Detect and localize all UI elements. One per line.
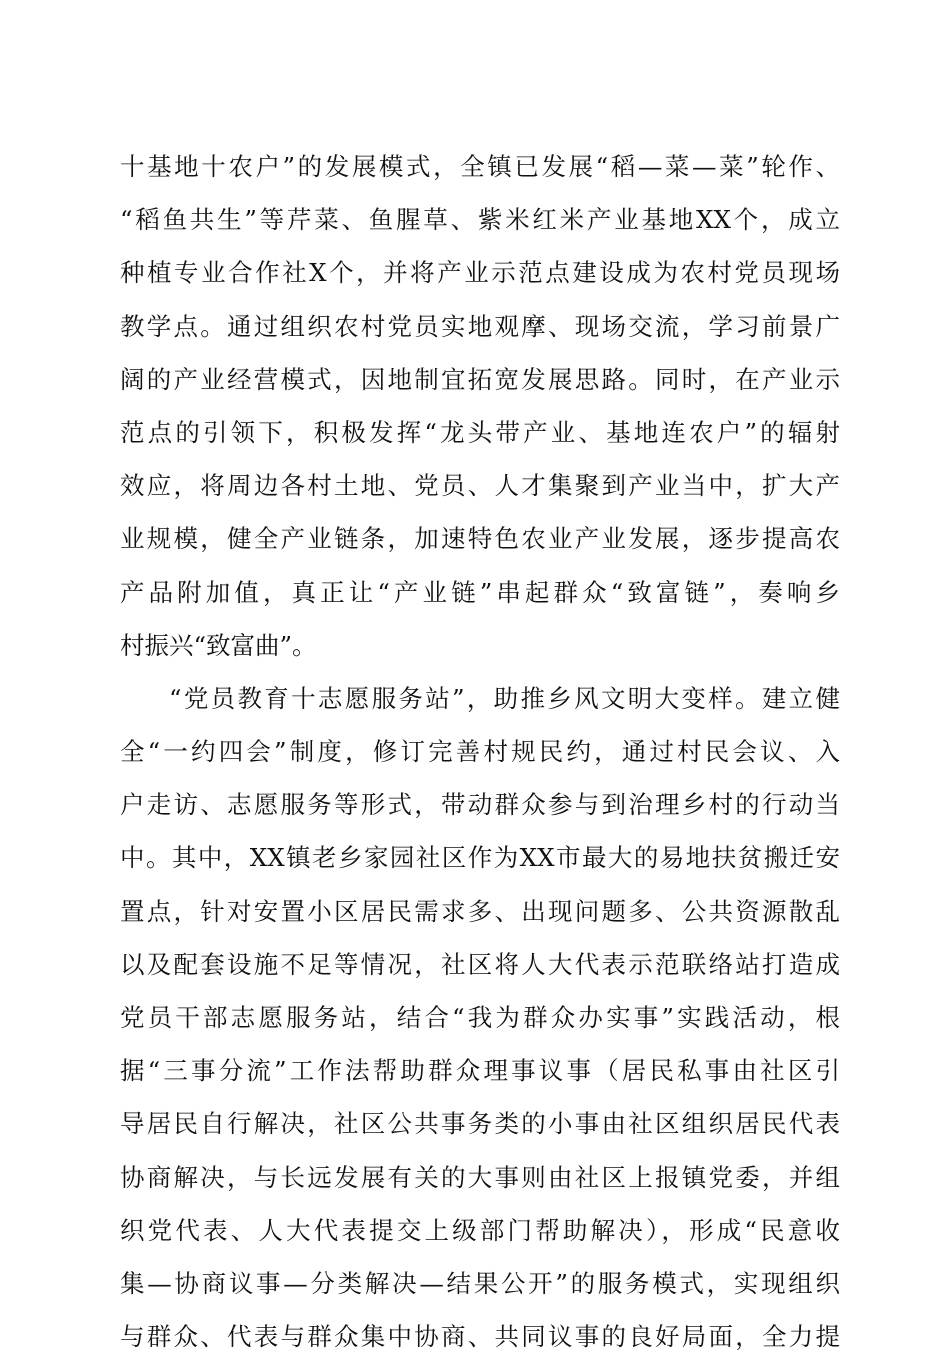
- text-line: 阔的产业经营模式，因地制宜拓宽发展思路。同时，在产业示: [120, 364, 840, 394]
- text-line: 据“三事分流”工作法帮助群众理事议事（居民私事由社区引: [120, 1056, 840, 1086]
- paragraph-volunteer-station: [120, 672, 840, 1363]
- text-line: 村振兴“致富曲”。: [120, 630, 317, 660]
- text-line: 教学点。通过组织农村党员实地观摩、现场交流，学习前景广: [120, 311, 840, 341]
- body-text: [120, 140, 840, 1363]
- text-line: 集—协商议事—分类解决—结果公开”的服务模式，实现组织: [120, 1268, 840, 1298]
- text-line: 以及配套设施不足等情况，社区将人大代表示范联络站打造成: [120, 949, 840, 979]
- text-line: 产品附加值，真正让“产业链”串起群众“致富链”，奏响乡: [120, 577, 840, 607]
- text-line: 户走访、志愿服务等形式，带动群众参与到治理乡村的行动当: [120, 790, 840, 820]
- text-line: 种植专业合作社X个，并将产业示范点建设成为农村党员现场: [120, 258, 840, 288]
- text-line: 党员干部志愿服务站，结合“我为群众办实事”实践活动，根: [120, 1003, 840, 1032]
- text-line: 置点，针对安置小区居民需求多、出现问题多、公共资源散乱: [120, 896, 840, 926]
- text-line: 十基地十农户”的发展模式，全镇已发展“稻—菜—菜”轮作、: [120, 152, 840, 181]
- text-line: 导居民自行解决，社区公共事务类的小事由社区组织居民代表: [120, 1109, 840, 1139]
- text-line: 织党代表、人大代表提交上级部门帮助解决），形成“民意收: [120, 1215, 840, 1245]
- text-line: 全“一约四会”制度，修订完善村规民约，通过村民会议、入: [120, 737, 840, 767]
- text-line: “稻鱼共生”等芹菜、鱼腥草、紫米红米产业基地XX个，成立: [120, 205, 840, 235]
- paragraph-industry: [120, 140, 840, 672]
- text-line: 业规模，健全产业链条，加速特色农业产业发展，逐步提高农: [120, 524, 840, 554]
- text-line: 与群众、代表与群众集中协商、共同议事的良好局面，全力提: [120, 1322, 840, 1352]
- paragraph-heading-line: “党员教育十志愿服务站”，助推乡风文明大变样。建立健: [169, 683, 840, 713]
- text-line: 范点的引领下，积极发挥“龙头带产业、基地连农户”的辐射: [120, 417, 840, 447]
- text-line: 协商解决，与长远发展有关的大事则由社区上报镇党委，并组: [120, 1162, 840, 1192]
- text-line: 效应，将周边各村土地、党员、人才集聚到产业当中，扩大产: [120, 471, 840, 501]
- text-line: 中。其中，XX镇老乡家园社区作为XX市最大的易地扶贫搬迁安: [120, 843, 840, 873]
